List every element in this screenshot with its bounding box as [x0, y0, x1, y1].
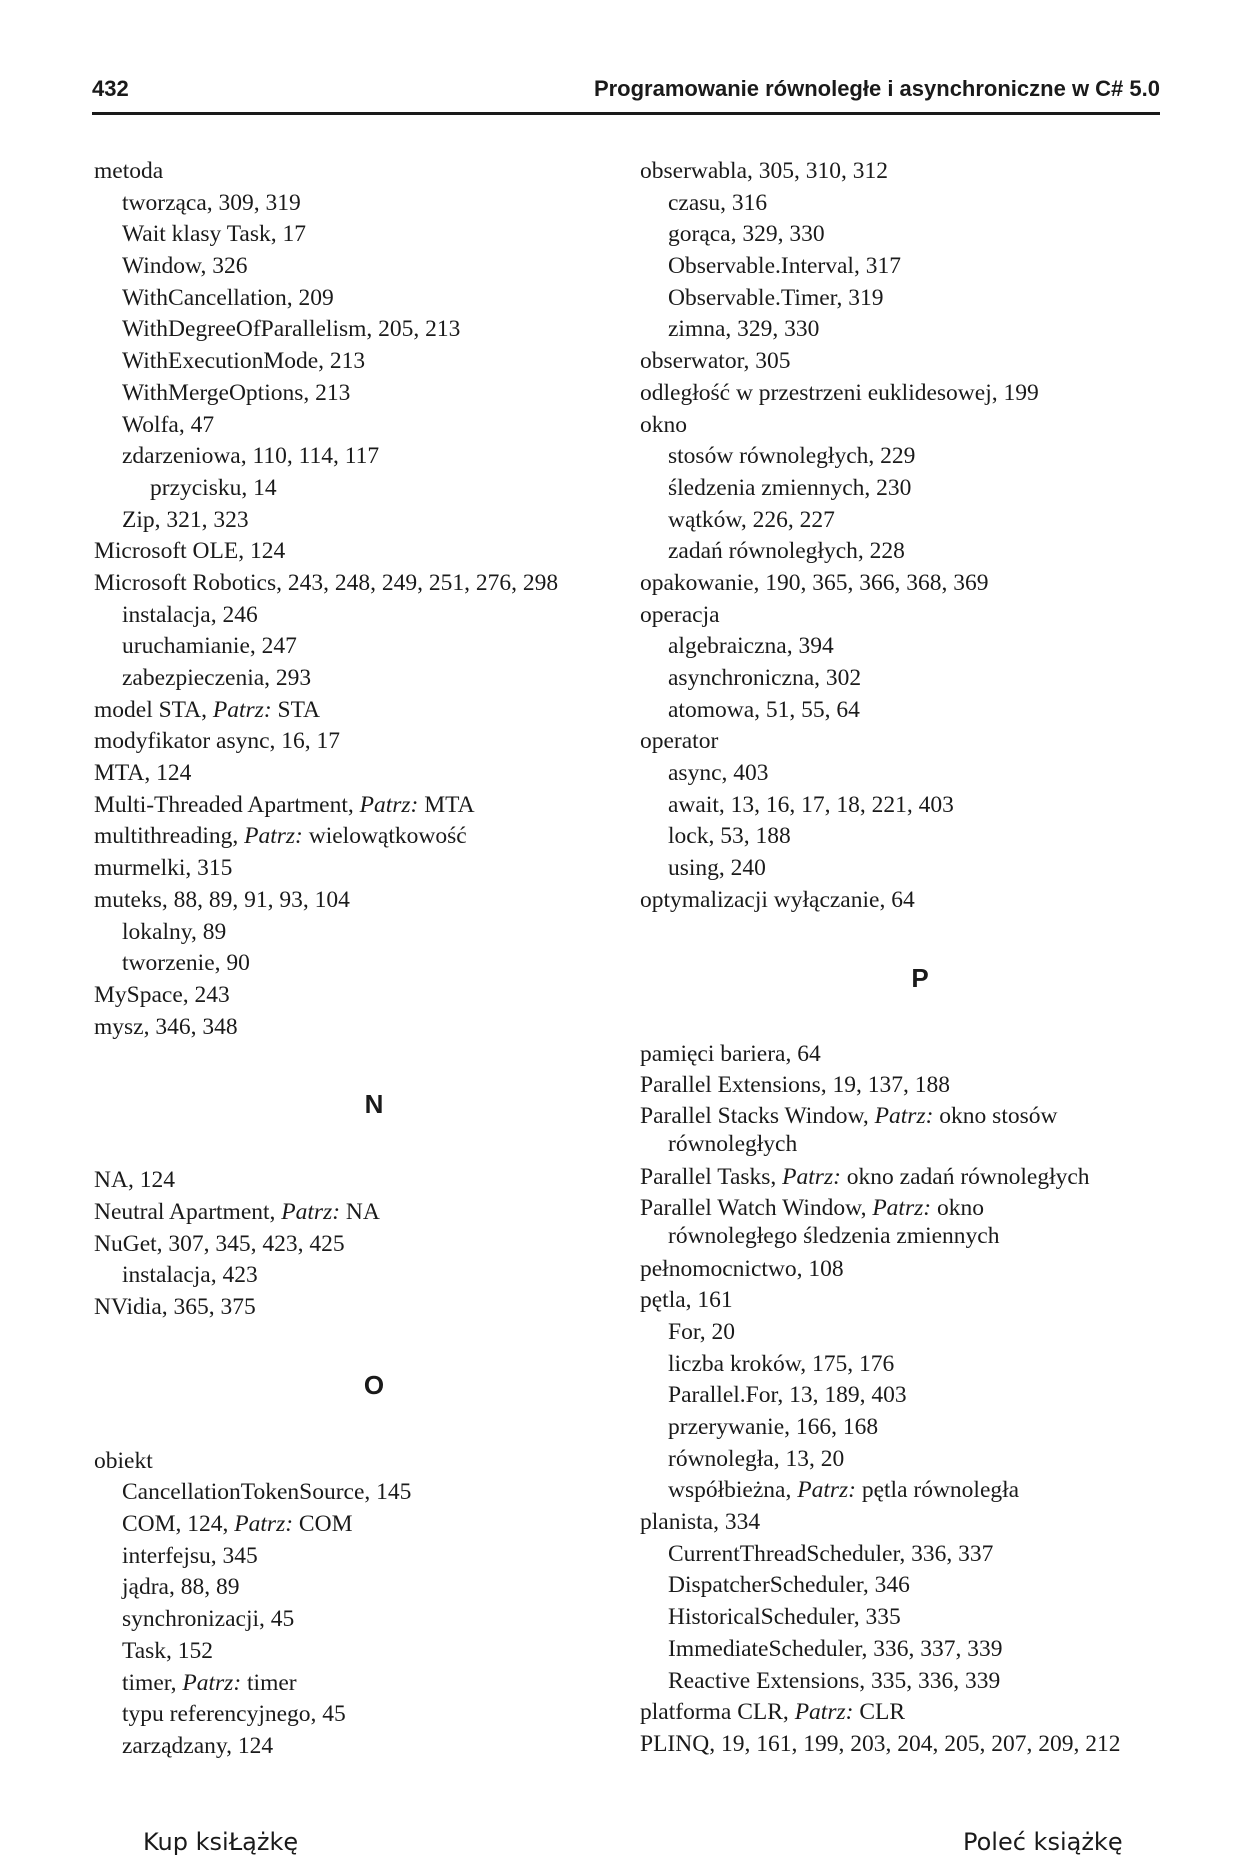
index-subentry: await, 13, 16, 17, 18, 221, 403	[668, 791, 954, 818]
index-entry: multithreading, Patrz: wielowątkowość	[94, 823, 467, 850]
index-subentry: instalacja, 246	[122, 601, 258, 628]
index-entry: muteks, 88, 89, 91, 93, 104	[94, 886, 350, 913]
index-entry: operator	[640, 728, 719, 755]
index-subentry: COM, 124, Patrz: COM	[122, 1511, 353, 1538]
index-subentry: WithExecutionMode, 213	[122, 348, 366, 375]
index-entry: operacja	[640, 601, 720, 628]
see-reference: Patrz:	[359, 791, 419, 818]
index-entry: Microsoft OLE, 124	[94, 538, 286, 565]
index-entry: opakowanie, 190, 365, 366, 368, 369	[640, 569, 989, 596]
section-letter-o: O	[363, 1369, 385, 1400]
index-subentry: współbieżna, Patrz: pętla równoległa	[668, 1477, 1020, 1504]
index-entry: NVidia, 365, 375	[94, 1294, 256, 1320]
index-entry: MTA, 124	[94, 760, 192, 787]
index-entry: okno	[640, 411, 687, 438]
index-subentry: CurrentThreadScheduler, 336, 337	[668, 1540, 994, 1567]
index-entry: Parallel Tasks, Patrz: okno zadań równoległych	[640, 1163, 1090, 1190]
index-entry: Parallel Stacks Window, Patrz: okno stosów równoległych	[640, 1102, 1058, 1157]
index-entry: Parallel Extensions, 19, 137, 188	[640, 1072, 951, 1099]
index-subentry: tworzenie, 90	[122, 950, 250, 977]
index-column-left	[94, 156, 654, 1763]
index-subentry: śledzenia zmiennych, 230	[668, 474, 912, 501]
index-subentry: WithCancellation, 209	[122, 284, 334, 311]
index-entry: modyfikator async, 16, 17	[94, 728, 341, 755]
index-subentry: zadań równoległych, 228	[668, 538, 905, 565]
index-subentry: uruchamianie, 247	[122, 633, 297, 660]
index-subentry: Window, 326	[122, 253, 248, 280]
index-entry: model STA, Patrz: STA	[94, 696, 321, 723]
index-subentry: równoległa, 13, 20	[668, 1445, 845, 1472]
see-reference: Patrz:	[281, 1198, 341, 1225]
index-entry: metoda	[94, 158, 164, 184]
index-column-right	[640, 156, 1200, 1761]
index-entry: NA, 124	[94, 1167, 175, 1194]
index-subentry: tworząca, 309, 319	[122, 189, 301, 216]
index-subentry: gorąca, 329, 330	[668, 221, 825, 248]
index-subentry: wątków, 226, 227	[668, 506, 835, 533]
index-entry: pętla, 161	[640, 1287, 733, 1314]
footer-recommend-book-link[interactable]: Poleć książkę	[963, 1828, 1123, 1856]
index-subentry: async, 403	[668, 760, 769, 787]
see-reference: Patrz:	[794, 1699, 854, 1726]
index-subentry: Reactive Extensions, 335, 336, 339	[668, 1667, 1001, 1694]
index-subentry: zabezpieczenia, 293	[122, 665, 312, 691]
index-subentry: Task, 152	[122, 1637, 214, 1664]
index-entry: Microsoft Robotics, 243, 248, 249, 251, 276, 298	[94, 569, 559, 596]
index-entry: Multi-Threaded Apartment, Patrz: MTA	[94, 791, 475, 818]
index-subentry: typu referencyjnego, 45	[122, 1701, 346, 1728]
index-entry: pamięci bariera, 64	[640, 1040, 821, 1067]
index-subentry: liczba kroków, 175, 176	[668, 1350, 895, 1377]
index-subentry: instalacja, 423	[122, 1262, 258, 1289]
index-subentry: stosów równoległych, 229	[668, 443, 916, 470]
section-letter-p: P	[911, 962, 929, 993]
index-entry: MySpace, 243	[94, 981, 230, 1008]
index-entry: Neutral Apartment, Patrz: NA	[94, 1198, 380, 1225]
see-reference: Patrz:	[244, 823, 303, 850]
index-subentry: interfejsu, 345	[122, 1542, 258, 1569]
index-subentry: przerywanie, 166, 168	[668, 1414, 879, 1440]
index-entry: obserwabla, 305, 310, 312	[640, 158, 889, 184]
footer-buy-book-link[interactable]: Kup ksiŁążkę	[143, 1828, 299, 1856]
index-subentry: asynchroniczna, 302	[668, 665, 862, 691]
page-number: 432	[92, 76, 129, 101]
index-subentry: timer, Patrz: timer	[122, 1669, 297, 1696]
index-subentry: CancellationTokenSource, 145	[122, 1479, 412, 1506]
see-reference: Patrz:	[212, 696, 272, 723]
index-entry: Parallel Watch Window, Patrz: okno równoległego śledzenia zmiennych	[640, 1194, 1000, 1249]
index-subentry: czasu, 316	[668, 189, 768, 216]
see-reference: Patrz:	[182, 1669, 242, 1696]
index-subentry: HistoricalScheduler, 335	[668, 1604, 901, 1631]
index-entry: murmelki, 315	[94, 855, 233, 882]
index-subentry: zarządzany, 124	[122, 1732, 274, 1759]
index-subentry: zimna, 329, 330	[668, 316, 820, 343]
index-subentry: synchronizacji, 45	[122, 1606, 295, 1633]
index-entry: planista, 334	[640, 1509, 761, 1536]
index-subentry: lokalny, 89	[122, 918, 227, 945]
see-reference: Patrz:	[797, 1477, 856, 1504]
see-reference: Patrz:	[782, 1163, 841, 1190]
index-entry: obiekt	[94, 1447, 153, 1474]
index-entry: odległość w przestrzeni euklidesowej, 199	[640, 379, 1039, 406]
index-subentry: atomowa, 51, 55, 64	[668, 696, 860, 723]
running-title: Programowanie równoległe i asynchroniczne w C# 5.0	[593, 76, 1160, 101]
index-entry: platforma CLR, Patrz: CLR	[640, 1699, 906, 1726]
index-entry: PLINQ, 19, 161, 199, 203, 204, 205, 207, 209, 212	[640, 1730, 1121, 1757]
see-reference: Patrz:	[872, 1194, 932, 1221]
index-subentry: WithDegreeOfParallelism, 205, 213	[122, 316, 461, 343]
see-reference: Patrz:	[874, 1102, 934, 1129]
index-entry: optymalizacji wyłączanie, 64	[640, 886, 915, 913]
index-subentry: jądra, 88, 89	[122, 1574, 240, 1601]
index-subentry: algebraiczna, 394	[668, 633, 834, 660]
index-subentry: using, 240	[668, 855, 766, 882]
index-subentry: ImmediateScheduler, 336, 337, 339	[668, 1635, 1003, 1662]
index-entry: pełnomocnictwo, 108	[640, 1255, 844, 1282]
index-entry: obserwator, 305	[640, 348, 791, 375]
index-subentry: WithMergeOptions, 213	[122, 379, 351, 406]
index-subsubentry: przycisku, 14	[150, 474, 277, 501]
index-subentry: Observable.Interval, 317	[668, 253, 901, 280]
index-entry: mysz, 346, 348	[94, 1013, 238, 1040]
index-subentry: Parallel.For, 13, 189, 403	[668, 1382, 907, 1409]
see-reference: Patrz:	[234, 1511, 294, 1538]
index-subentry: For, 20	[668, 1318, 735, 1345]
index-subentry: zdarzeniowa, 110, 114, 117	[122, 443, 380, 470]
section-letter-n: N	[364, 1089, 384, 1120]
index-subentry: Wolfa, 47	[122, 411, 215, 438]
index-subentry: Wait klasy Task, 17	[122, 221, 307, 248]
index-entry: NuGet, 307, 345, 423, 425	[94, 1230, 345, 1257]
page-header	[92, 72, 1160, 115]
index-subentry: Observable.Timer, 319	[668, 284, 884, 311]
index-subentry: DispatcherScheduler, 346	[668, 1572, 910, 1599]
index-subentry: lock, 53, 188	[668, 823, 791, 850]
index-subentry: Zip, 321, 323	[122, 506, 249, 533]
